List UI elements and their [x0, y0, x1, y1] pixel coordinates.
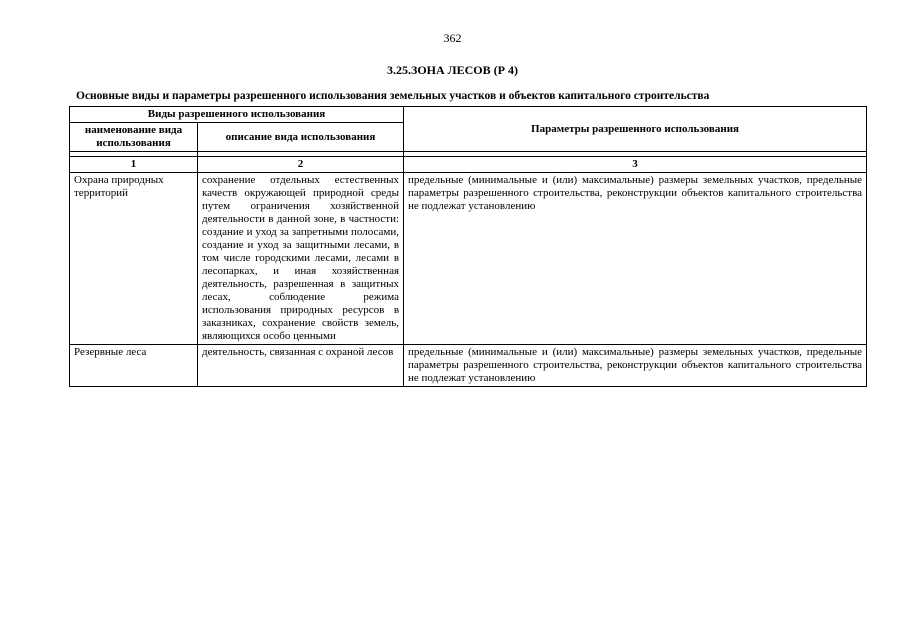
use-name-cell: Охрана природных территорий [70, 173, 198, 345]
header-desc-cell: описание вида использования [198, 123, 404, 152]
use-description-cell: сохранение отдельных естественных качеств окружающей природной среды путем ограничения хозяйственной деятельности в данной зоне, в частности: создание и уход за запретными полосами, создание и уход за защитными лесами, в том числе городскими лесами, лесами в лесопарках, и иная хозяйственная деятельность, разрешенная в защитных лесах, соблюдение режима использования природных ресурсов в заказниках, сохранение свойств земель, являющихся особо ценными [198, 173, 404, 345]
page-number: 362 [443, 31, 462, 45]
use-params-cell: предельные (минимальные и (или) максимальные) размеры земельных участков, предельные параметры разрешенного строительства, реконструкции объектов капитального строительства не подлежат установлению [404, 173, 867, 345]
zone-title: 3.25.ЗОНА ЛЕСОВ (Р 4) [387, 63, 518, 77]
column-number: 3 [404, 157, 867, 173]
use-description-cell: деятельность, связанная с охраной лесов [198, 345, 404, 387]
column-number: 1 [70, 157, 198, 173]
header-group-cell: Виды разрешенного использования [70, 107, 404, 123]
use-params-cell: предельные (минимальные и (или) максимальные) размеры земельных участков, предельные параметры разрешенного строительства, реконструкции объектов капитального строительства не подлежат установлению [404, 345, 867, 387]
table-row [70, 345, 867, 387]
column-number-row [70, 157, 867, 173]
header-row-group [70, 107, 867, 123]
use-name-cell: Резервные леса [70, 345, 198, 387]
table-caption: Основные виды и параметры разрешенного использования земельных участков и объектов капитального строительства [76, 90, 710, 102]
land-use-table [69, 106, 867, 387]
header-name-cell: наименование вида использования [70, 123, 198, 152]
column-number: 2 [198, 157, 404, 173]
table-row [70, 173, 867, 345]
header-params-cell: Параметры разрешенного использования [404, 107, 867, 152]
